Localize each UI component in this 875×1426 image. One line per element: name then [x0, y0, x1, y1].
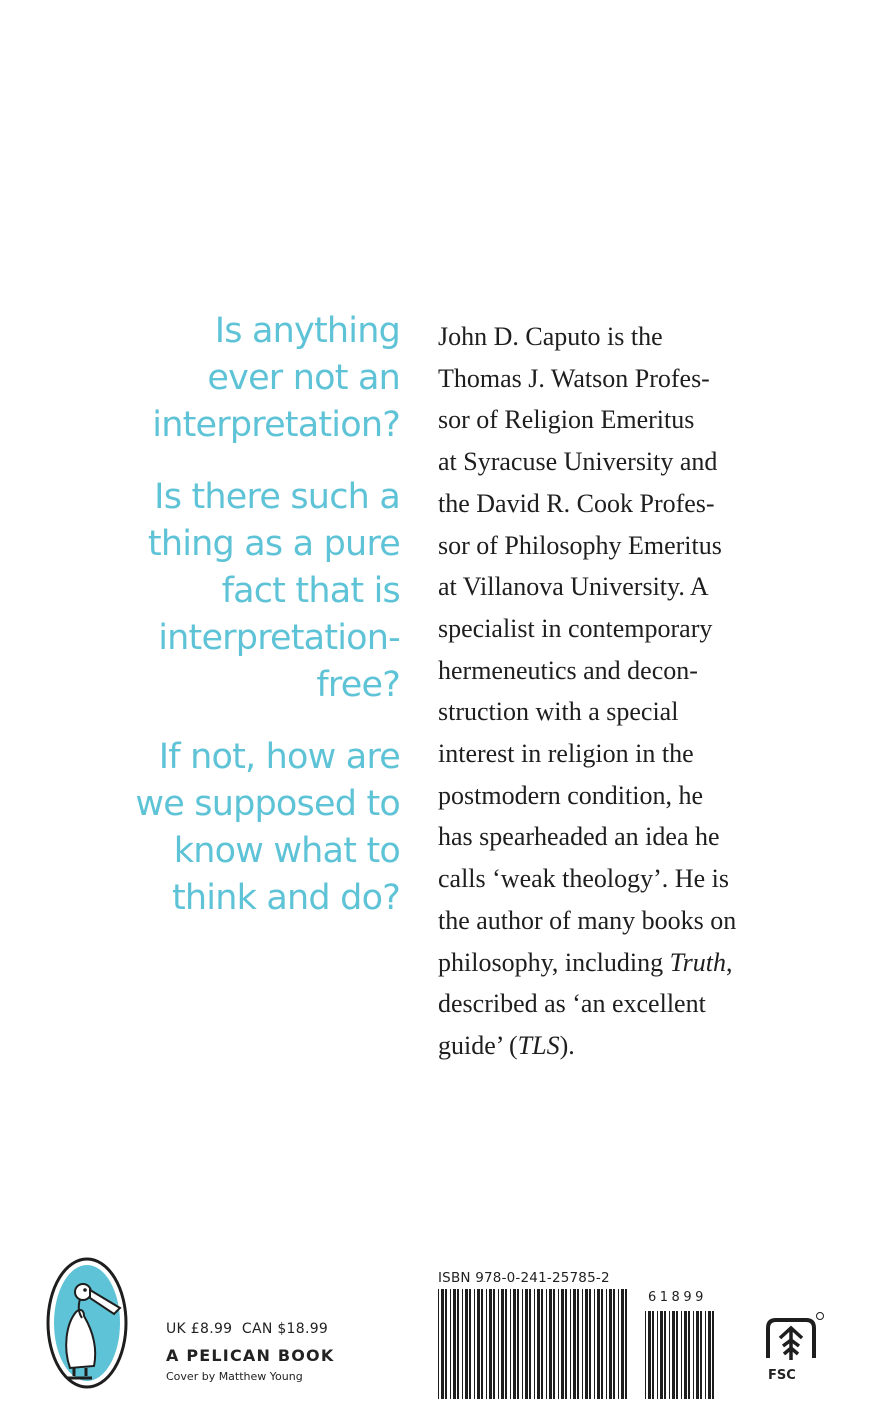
addon-barcode	[645, 1311, 717, 1399]
barcode-bar	[477, 1289, 480, 1399]
question-line: Is anything	[214, 311, 400, 351]
barcode-bar	[705, 1311, 706, 1399]
barcode-bar	[645, 1311, 646, 1399]
cover-credit: Cover by Matthew Young	[166, 1370, 303, 1383]
barcode-bar	[510, 1289, 511, 1399]
barcode-bar	[684, 1311, 687, 1399]
imprint-label: A PELICAN BOOK	[166, 1346, 335, 1365]
barcode-bar	[537, 1289, 540, 1399]
question-line: know what to	[173, 831, 400, 871]
barcode-bar	[553, 1289, 555, 1399]
barcode-bar	[462, 1289, 463, 1399]
barcode-bar	[594, 1289, 595, 1399]
bio-text: philosophy, including	[438, 947, 670, 977]
barcode-bar	[618, 1289, 619, 1399]
bio-line: hermeneutics and decon-	[438, 655, 698, 685]
barcode-bar	[534, 1289, 535, 1399]
barcode-bar	[453, 1289, 456, 1399]
bio-text: ).	[559, 1030, 575, 1060]
question-3	[60, 734, 400, 922]
barcode-bar	[469, 1289, 471, 1399]
question-line: think and do?	[172, 878, 400, 918]
question-1	[60, 308, 400, 449]
barcode-bar	[672, 1311, 675, 1399]
bio-line: the author of many books on	[438, 905, 737, 935]
barcode-bar	[529, 1289, 531, 1399]
barcode-bar	[457, 1289, 459, 1399]
barcode-bar	[688, 1311, 690, 1399]
question-line: interpretation?	[152, 405, 400, 445]
barcode-bar	[648, 1311, 651, 1399]
question-line: Is there such a	[154, 477, 400, 517]
question-line: interpretation-	[158, 618, 400, 658]
barcode-bar	[513, 1289, 516, 1399]
barcode-bar	[546, 1289, 547, 1399]
isbn-label: ISBN 978-0-241-25785-2	[438, 1270, 610, 1286]
pelican-logo	[46, 1256, 128, 1390]
bio-line: sor of Religion Emeritus	[438, 405, 695, 435]
barcode-bar	[561, 1289, 564, 1399]
bio-line: at Syracuse University and	[438, 447, 718, 477]
barcode-bar	[558, 1289, 559, 1399]
barcode-bar	[541, 1289, 543, 1399]
barcode-bar	[441, 1289, 444, 1399]
question-line: ever not an	[207, 358, 400, 398]
bio-line: specialist in contemporary	[438, 613, 713, 643]
bio-line: Thomas J. Watson Profes-	[438, 363, 710, 393]
barcode-bar	[625, 1289, 627, 1399]
bio-text: ,	[725, 947, 733, 977]
barcode-bar	[522, 1289, 523, 1399]
bio-line: postmodern condition, he	[438, 780, 704, 810]
barcode-bar	[525, 1289, 528, 1399]
bio-line: described as ‘an excellent	[438, 989, 706, 1019]
barcode-bar	[498, 1289, 499, 1399]
bio-line: struction with a special	[438, 697, 679, 727]
barcode-bar	[481, 1289, 483, 1399]
barcode-bar	[652, 1311, 654, 1399]
barcode-bar	[493, 1289, 495, 1399]
barcode-bar	[577, 1289, 579, 1399]
questions-block	[60, 308, 400, 947]
question-line: thing as a pure	[147, 524, 400, 564]
barcode-addon-digits: 61899	[648, 1290, 707, 1305]
price-block	[166, 1320, 334, 1384]
question-line: free?	[316, 665, 400, 705]
barcode-bar	[450, 1289, 451, 1399]
price-line	[166, 1320, 334, 1338]
barcode-bar	[609, 1289, 612, 1399]
barcode-bar	[585, 1289, 588, 1399]
bio-line: sor of Philosophy Emeritus	[438, 530, 722, 560]
barcode-bar	[606, 1289, 607, 1399]
question-line: we supposed to	[135, 784, 400, 824]
barcode-bar	[438, 1289, 439, 1399]
bio-text: guide’ (	[438, 1030, 518, 1060]
barcode-bar	[657, 1311, 658, 1399]
bio-line: at Villanova University. A	[438, 572, 709, 602]
barcode-bar	[597, 1289, 600, 1399]
barcode-bar	[486, 1289, 487, 1399]
barcode-bar	[465, 1289, 468, 1399]
bio-line: John D. Caputo is the	[438, 322, 663, 351]
fsc-label: FSC	[768, 1368, 796, 1383]
price-can: CAN $18.99	[241, 1321, 329, 1337]
bio-line: calls ‘weak theology’. He is	[438, 864, 729, 894]
barcode-bar	[501, 1289, 504, 1399]
barcode-bar	[696, 1311, 699, 1399]
barcode-bar	[582, 1289, 583, 1399]
barcode-bar	[669, 1311, 670, 1399]
price-uk: UK £8.99	[166, 1321, 233, 1337]
barcode-bar	[445, 1289, 447, 1399]
barcode-bar	[693, 1311, 694, 1399]
barcode-bar	[712, 1311, 714, 1399]
barcode-bar	[589, 1289, 591, 1399]
question-2	[60, 474, 400, 709]
bio-line	[438, 942, 858, 984]
question-line: fact that is	[221, 571, 400, 611]
barcode-bar	[570, 1289, 571, 1399]
question-line: If not, how are	[158, 737, 400, 777]
barcode-bar	[700, 1311, 702, 1399]
book-title-truth: Truth	[669, 947, 726, 977]
bio-line: interest in religion in the	[438, 739, 694, 769]
bio-line: the David R. Cook Profes-	[438, 488, 715, 518]
barcode-bar	[660, 1311, 663, 1399]
barcode-bar	[676, 1311, 678, 1399]
barcode-bar	[681, 1311, 682, 1399]
barcode-bar	[565, 1289, 567, 1399]
barcode-bar	[573, 1289, 576, 1399]
barcode-bar	[517, 1289, 519, 1399]
barcode-bar	[549, 1289, 552, 1399]
barcode-bar	[708, 1311, 711, 1399]
barcode-bar	[664, 1311, 666, 1399]
bio-line	[438, 1025, 858, 1067]
barcode-bar	[621, 1289, 624, 1399]
bio-line: has spearheaded an idea he	[438, 822, 720, 852]
barcode-bar	[601, 1289, 603, 1399]
barcode-bar	[489, 1289, 492, 1399]
barcode-bar	[474, 1289, 475, 1399]
barcode-bar	[613, 1289, 615, 1399]
isbn-barcode	[438, 1289, 630, 1399]
author-bio	[438, 316, 858, 1067]
publication-tls: TLS	[517, 1030, 560, 1060]
barcode-bar	[505, 1289, 507, 1399]
